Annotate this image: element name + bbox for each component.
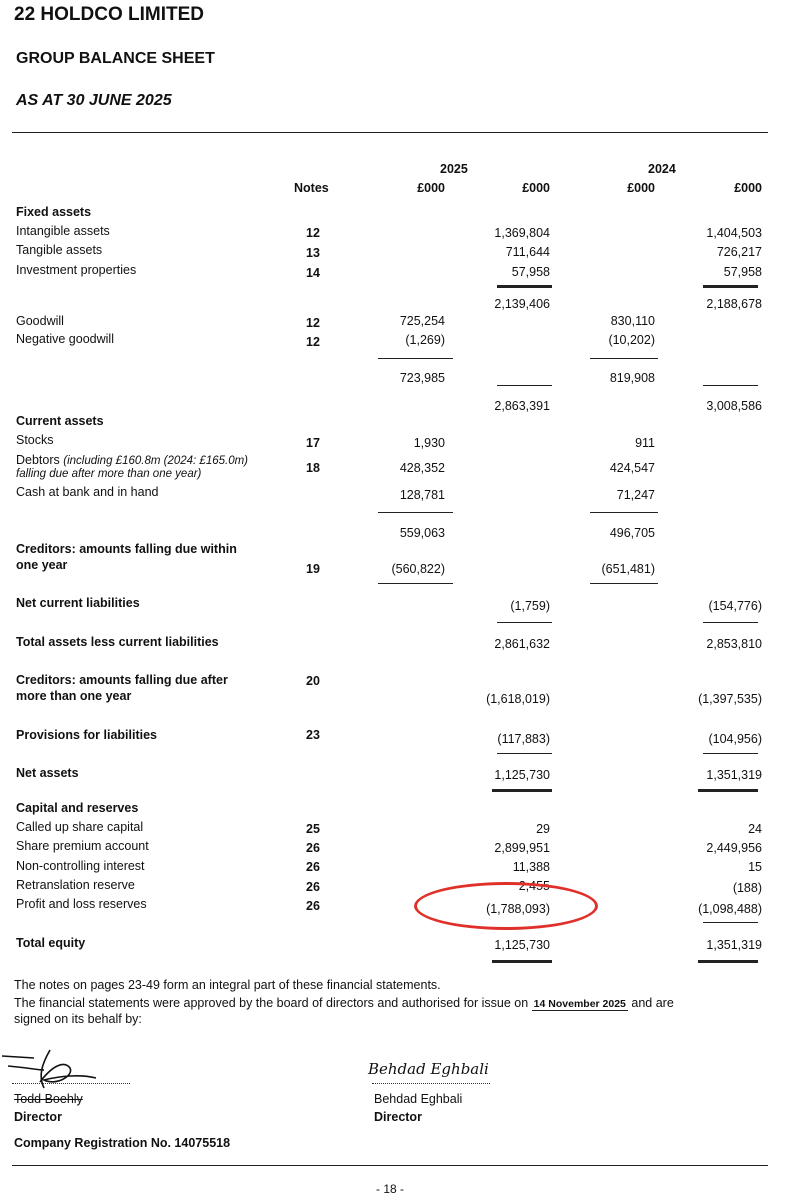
value-2025: 29 [536, 822, 550, 836]
value-2024: 57,958 [723, 265, 762, 279]
row-label: Net current liabilities [16, 596, 140, 610]
net-assets-2025: 1,125,730 [494, 768, 550, 782]
subtotal-rule [703, 285, 758, 288]
subtotal-rule [703, 753, 758, 754]
value-2024: (1,098,488) [698, 902, 762, 916]
row-label: Provisions for liabilities [16, 728, 158, 742]
value-2025: 1,369,804 [494, 226, 550, 240]
value-2025: (1,759) [510, 599, 550, 613]
row-label: Negative goodwill [16, 332, 114, 346]
col-currency: £000 [734, 181, 762, 195]
value-2024: 726,217 [716, 245, 762, 259]
row-note: 19 [306, 562, 320, 576]
row-label: Investment properties [16, 263, 137, 277]
value-2025: (1,788,093) [486, 902, 550, 916]
section-heading: Current assets [16, 414, 104, 428]
value-2025: (1,618,019) [486, 692, 550, 706]
company-name: 22 HOLDCO LIMITED [14, 4, 205, 25]
value-2024: (10,202) [608, 333, 655, 347]
approval-date: 14 November 2025 [533, 998, 626, 1010]
row-note: 25 [306, 822, 320, 836]
row-label: Net assets [16, 766, 79, 780]
subtotal-rule [703, 622, 758, 623]
col-notes: Notes [294, 181, 329, 195]
value-2024: (1,397,535) [698, 692, 762, 706]
header-divider [12, 132, 768, 133]
value-2024: 2,853,810 [706, 637, 762, 651]
row-note: 12 [306, 316, 320, 330]
row-note: 26 [306, 841, 320, 855]
signature-todd-boehly [0, 1036, 130, 1096]
statement-title: GROUP BALANCE SHEET [16, 50, 215, 67]
total-equity-2024: 1,351,319 [706, 938, 762, 952]
value-2025: 2,861,632 [494, 637, 550, 651]
value-2025: 57,958 [511, 265, 550, 279]
col-year-2025: 2025 [440, 162, 468, 176]
signature-behdad-eghbali: Behdad Eghbali [368, 1060, 489, 1078]
subtotal-rule [497, 622, 552, 623]
subtotal-rule [590, 583, 658, 584]
approval-line-cont: signed on its behalf by: [14, 1012, 142, 1026]
signature-line [372, 1082, 490, 1084]
fixed-total-2025: 2,863,391 [494, 399, 550, 413]
row-note: 26 [306, 860, 320, 874]
value-2024: 424,547 [609, 461, 655, 475]
notes-reference: The notes on pages 23-49 form an integral part of these financial statements. [14, 978, 441, 992]
row-label: Creditors: amounts falling due after [16, 673, 228, 687]
value-2024: (104,956) [708, 732, 762, 746]
subtotal-rule [497, 753, 552, 754]
total-equity-2025: 1,125,730 [494, 938, 550, 952]
value-2025: 2,899,951 [494, 841, 550, 855]
page-number: - 18 - [375, 1182, 404, 1196]
value-2025: 428,352 [399, 461, 445, 475]
section-heading: Fixed assets [16, 205, 92, 219]
col-currency: £000 [627, 181, 655, 195]
subtotal-rule [378, 358, 453, 359]
value-2025: 711,644 [505, 245, 550, 259]
row-label: Tangible assets [16, 243, 103, 257]
value-2025: 128,781 [399, 488, 445, 502]
row-label: Total equity [16, 936, 86, 950]
value-2025: 11,388 [512, 860, 550, 874]
director1-name: Todd Boehly [14, 1092, 83, 1106]
value-2024: 15 [748, 860, 762, 874]
director2-name: Behdad Eghbali [374, 1092, 463, 1106]
value-2025: 2,455 [518, 879, 550, 893]
row-label: Creditors: amounts falling due within [16, 542, 237, 556]
row-label: Share premium account [16, 839, 149, 853]
value-2024: (188) [732, 881, 762, 895]
subtotal-rule [590, 358, 658, 359]
company-registration: Company Registration No. 14075518 [14, 1136, 231, 1150]
row-note: 18 [306, 461, 320, 475]
value-2025: 725,254 [399, 314, 445, 328]
row-label-debtors: Debtors (including £160.8m (2024: £165.0m) [16, 453, 249, 467]
row-label: Goodwill [16, 314, 64, 328]
section-heading: Capital and reserves [16, 801, 139, 815]
value-2025: (560,822) [391, 562, 445, 576]
subtotal-rule [497, 285, 552, 288]
value-2024: (154,776) [708, 599, 762, 613]
row-note: 12 [306, 335, 320, 349]
value-2024: 24 [748, 822, 762, 836]
director1-title: Director [14, 1110, 62, 1124]
row-note: 26 [306, 880, 320, 894]
subtotal-rule [378, 583, 453, 584]
subtotal-rule [378, 512, 453, 513]
row-label-cont: one year [16, 558, 68, 572]
subtotal-rule [703, 922, 758, 923]
row-label: Cash at bank and in hand [16, 485, 159, 499]
row-note: 12 [306, 226, 320, 240]
row-label: Called up share capital [16, 820, 144, 834]
net-assets-2024: 1,351,319 [706, 768, 762, 782]
row-note: 20 [306, 674, 320, 688]
subtotal-rule [590, 512, 658, 513]
value-2025: (117,883) [497, 732, 550, 746]
row-label: Retranslation reserve [16, 878, 135, 892]
footer-divider [12, 1165, 768, 1166]
total-rule [492, 789, 552, 792]
total-rule [698, 960, 758, 963]
row-label: Stocks [16, 433, 54, 447]
row-label: Total assets less current liabilities [16, 635, 219, 649]
row-label: Non-controlling interest [16, 859, 145, 873]
row-label: Intangible assets [16, 224, 110, 238]
subtotal-rule [497, 385, 552, 386]
col-currency: £000 [417, 181, 445, 195]
value-2025: (1,269) [405, 333, 445, 347]
row-note: 17 [306, 436, 320, 450]
goodwill-net-2025: 723,985 [399, 371, 445, 385]
row-label: Profit and loss reserves [16, 897, 147, 911]
highlight-circle-annotation [414, 882, 598, 930]
col-year-2024: 2024 [648, 162, 676, 176]
value-2024: 1,404,503 [706, 226, 762, 240]
row-note: 14 [306, 266, 320, 280]
row-note: 26 [306, 899, 320, 913]
value-2024: 71,247 [616, 488, 655, 502]
goodwill-net-2024: 819,908 [609, 371, 655, 385]
total-rule [698, 789, 758, 792]
row-note: 13 [306, 246, 320, 260]
row-note: 23 [306, 728, 320, 742]
row-label-debtors-cont: falling due after more than one year) [16, 468, 202, 480]
value-2024: 911 [635, 436, 655, 450]
subtotal-rule [703, 385, 758, 386]
approval-line: The financial statements were approved by the board of directors and authorised for issue on 14 November 2025 and are [14, 996, 674, 1010]
fixed-total-2024: 3,008,586 [706, 399, 762, 413]
value-2024: 2,449,956 [706, 841, 762, 855]
col-currency: £000 [522, 181, 550, 195]
fixed-subtotal-2025: 2,139,406 [494, 297, 550, 311]
value-2024: 830,110 [610, 314, 655, 328]
statement-date: AS AT 30 JUNE 2025 [16, 92, 172, 109]
value-2024: (651,481) [601, 562, 655, 576]
fixed-subtotal-2024: 2,188,678 [706, 297, 762, 311]
current-total-2024: 496,705 [609, 526, 655, 540]
row-label-cont: more than one year [16, 689, 132, 703]
signature-line [12, 1082, 130, 1084]
value-2025: 1,930 [413, 436, 445, 450]
total-rule [492, 960, 552, 963]
current-total-2025: 559,063 [399, 526, 445, 540]
director2-title: Director [374, 1110, 422, 1124]
